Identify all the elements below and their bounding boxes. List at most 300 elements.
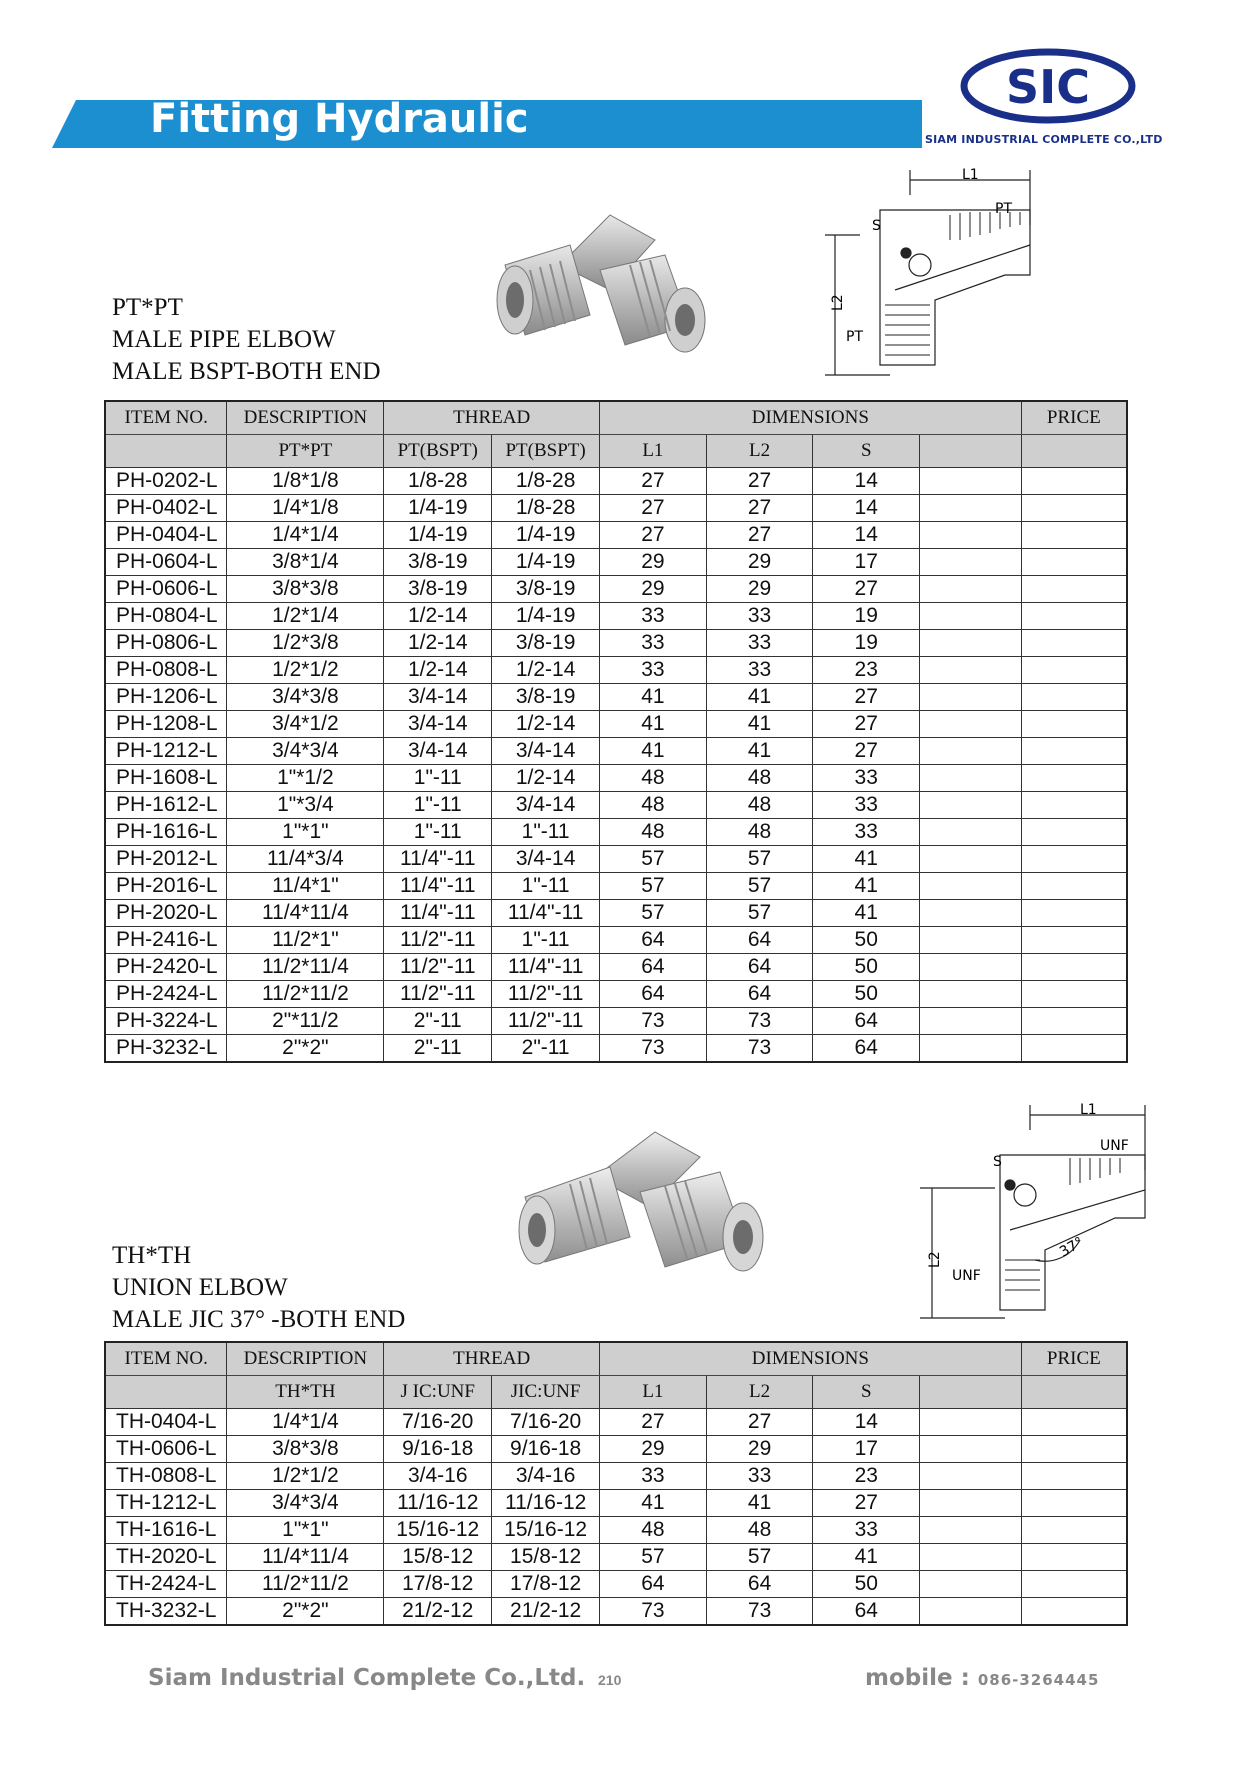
cell-thread-a: 21/2-12 [384,1598,492,1626]
cell-description: 1/4*1/4 [227,1409,384,1436]
cell-l1: 27 [600,495,707,522]
cell-price [1021,846,1127,873]
cell-l1: 73 [600,1035,707,1063]
cell-s: 50 [813,954,920,981]
cell-thread-a: 3/8-19 [384,549,492,576]
cell-thread-b: 7/16-20 [492,1409,600,1436]
cell-item-no: PH-3224-L [105,1008,227,1035]
cell-l2: 64 [706,927,813,954]
col-price: PRICE [1021,401,1127,435]
cell-l1: 64 [600,927,707,954]
cell-blank [920,792,1022,819]
cell-item-no: PH-2012-L [105,846,227,873]
cell-thread-b: 1/2-14 [492,711,600,738]
cell-thread-a: 15/16-12 [384,1517,492,1544]
company-name: SIAM INDUSTRIAL COMPLETE CO.,LTD [925,133,1163,146]
cell-price [1021,900,1127,927]
cell-s: 27 [813,738,920,765]
cell-s: 50 [813,927,920,954]
cell-description: 1"*1" [227,1517,384,1544]
cell-item-no: TH-3232-L [105,1598,227,1626]
cell-item-no: TH-2424-L [105,1571,227,1598]
cell-description: 2"*2" [227,1598,384,1626]
subcol-l2: L2 [706,1376,813,1409]
cell-item-no: TH-1212-L [105,1490,227,1517]
cell-thread-a: 11/2"-11 [384,954,492,981]
cell-item-no: PH-0606-L [105,576,227,603]
cell-l2: 48 [706,765,813,792]
cell-description: 1/2*3/8 [227,630,384,657]
cell-s: 50 [813,1571,920,1598]
cell-thread-b: 11/16-12 [492,1490,600,1517]
cell-item-no: PH-2416-L [105,927,227,954]
cell-l1: 48 [600,765,707,792]
cell-l2: 41 [706,738,813,765]
cell-item-no: PH-0806-L [105,630,227,657]
cell-price [1021,657,1127,684]
table-header-row [105,1342,1127,1376]
cell-price [1021,495,1127,522]
cell-thread-b: 9/16-18 [492,1436,600,1463]
cell-thread-b: 1/4-19 [492,549,600,576]
cell-thread-b: 3/4-16 [492,1463,600,1490]
cell-item-no: PH-0404-L [105,522,227,549]
cell-description: 1/4*1/8 [227,495,384,522]
subcol-l2: L2 [706,435,813,468]
cell-description: 11/2*11/2 [227,981,384,1008]
cell-l1: 29 [600,549,707,576]
cell-price [1021,792,1127,819]
table-row [105,1598,1127,1626]
cell-l1: 33 [600,630,707,657]
cell-l2: 41 [706,684,813,711]
cell-price [1021,1008,1127,1035]
cell-item-no: PH-2016-L [105,873,227,900]
table-row [105,630,1127,657]
cell-blank [920,468,1022,495]
col-description: DESCRIPTION [227,1342,384,1376]
table-row [105,954,1127,981]
cell-l2: 41 [706,711,813,738]
drawing2-angle-label: 37° [1057,1234,1087,1261]
cell-blank [920,630,1022,657]
cell-s: 33 [813,792,920,819]
section1-code: PT*PT [112,294,183,321]
cell-l1: 41 [600,738,707,765]
cell-description: 11/4*1" [227,873,384,900]
cell-blank [920,684,1022,711]
cell-description: 1"*1" [227,819,384,846]
cell-item-no: PH-3232-L [105,1035,227,1063]
cell-s: 41 [813,900,920,927]
cell-l2: 27 [706,1409,813,1436]
table-row [105,711,1127,738]
table-row [105,657,1127,684]
pipe-elbow-drawing [820,165,1060,390]
cell-l1: 48 [600,1517,707,1544]
cell-l2: 27 [706,522,813,549]
cell-description: 1/4*1/4 [227,522,384,549]
cell-thread-b: 11/4"-11 [492,954,600,981]
table-row [105,819,1127,846]
col-description: DESCRIPTION [227,401,384,435]
cell-s: 64 [813,1598,920,1626]
cell-item-no: PH-1206-L [105,684,227,711]
cell-thread-b: 3/8-19 [492,576,600,603]
cell-s: 27 [813,684,920,711]
cell-description: 1/2*1/2 [227,657,384,684]
cell-item-no: TH-0808-L [105,1463,227,1490]
cell-thread-b: 1/4-19 [492,522,600,549]
cell-thread-a: 7/16-20 [384,1409,492,1436]
cell-price [1021,738,1127,765]
cell-thread-b: 1"-11 [492,819,600,846]
cell-price [1021,981,1127,1008]
cell-price [1021,819,1127,846]
cell-thread-a: 1/4-19 [384,522,492,549]
cell-price [1021,873,1127,900]
cell-l1: 64 [600,1571,707,1598]
cell-l1: 27 [600,1409,707,1436]
cell-price [1021,630,1127,657]
cell-thread-a: 11/4"-11 [384,846,492,873]
drawing-s-label: S [872,218,881,234]
table-row [105,738,1127,765]
col-item-no: ITEM NO. [105,401,227,435]
cell-thread-b: 3/8-19 [492,684,600,711]
cell-blank [920,522,1022,549]
subcol-blank [920,435,1022,468]
cell-l1: 57 [600,873,707,900]
cell-l1: 73 [600,1598,707,1626]
cell-item-no: PH-1608-L [105,765,227,792]
cell-thread-a: 1"-11 [384,765,492,792]
table-row [105,1544,1127,1571]
cell-blank [920,738,1022,765]
cell-l2: 64 [706,981,813,1008]
table-row [105,603,1127,630]
cell-thread-b: 1/8-28 [492,495,600,522]
cell-l1: 33 [600,657,707,684]
cell-l2: 64 [706,954,813,981]
subcol-description: PT*PT [227,435,384,468]
cell-s: 27 [813,711,920,738]
drawing-l1-label: L1 [962,167,979,183]
cell-l1: 64 [600,981,707,1008]
table-row [105,1571,1127,1598]
cell-s: 19 [813,630,920,657]
cell-thread-b: 3/4-14 [492,846,600,873]
table-row [105,1517,1127,1544]
section2-subtitle: MALE JIC 37° -BOTH END [112,1306,406,1333]
cell-s: 27 [813,1490,920,1517]
cell-price [1021,603,1127,630]
table-row [105,981,1127,1008]
logo-text: SIC [1005,60,1091,114]
cell-thread-b: 3/4-14 [492,738,600,765]
col-item-no: ITEM NO. [105,1342,227,1376]
cell-description: 11/4*11/4 [227,1544,384,1571]
cell-price [1021,954,1127,981]
cell-s: 41 [813,873,920,900]
cell-thread-b: 11/2"-11 [492,981,600,1008]
cell-blank [920,576,1022,603]
cell-s: 41 [813,1544,920,1571]
cell-s: 33 [813,765,920,792]
cell-s: 23 [813,657,920,684]
cell-l1: 33 [600,603,707,630]
subcol-s: S [813,1376,920,1409]
cell-s: 14 [813,495,920,522]
cell-price [1021,1517,1127,1544]
cell-item-no: TH-2020-L [105,1544,227,1571]
cell-l2: 73 [706,1598,813,1626]
cell-thread-b: 3/8-19 [492,630,600,657]
col-thread: THREAD [384,401,600,435]
cell-item-no: TH-0606-L [105,1436,227,1463]
table-row [105,1490,1127,1517]
cell-s: 14 [813,522,920,549]
cell-description: 11/2*11/4 [227,954,384,981]
cell-s: 33 [813,1517,920,1544]
section1-subtitle: MALE BSPT-BOTH END [112,358,381,385]
table-row [105,576,1127,603]
cell-s: 17 [813,1436,920,1463]
cell-description: 3/4*3/4 [227,738,384,765]
cell-s: 19 [813,603,920,630]
cell-thread-a: 9/16-18 [384,1436,492,1463]
cell-item-no: PH-1208-L [105,711,227,738]
cell-description: 11/4*11/4 [227,900,384,927]
section1-heading [112,292,381,388]
cell-s: 27 [813,576,920,603]
pipe-elbow-photo [490,205,740,375]
cell-blank [920,1409,1022,1436]
cell-s: 17 [813,549,920,576]
subcol-l1: L1 [600,1376,707,1409]
cell-price [1021,765,1127,792]
union-elbow-drawing [915,1100,1165,1330]
cell-l2: 29 [706,549,813,576]
subcol-empty [105,1376,227,1409]
cell-l1: 41 [600,684,707,711]
drawing2-s-label: S [993,1154,1002,1170]
footer-company: Siam Industrial Complete Co.,Ltd. [148,1665,586,1691]
drawing-thread-left-label: PT [846,329,863,345]
cell-thread-b: 1/2-14 [492,657,600,684]
cell-blank [920,873,1022,900]
cell-l2: 27 [706,495,813,522]
cell-l2: 29 [706,1436,813,1463]
drawing2-l2-label: L2 [927,1251,943,1268]
cell-l1: 41 [600,1490,707,1517]
cell-thread-a: 3/8-19 [384,576,492,603]
cell-l2: 48 [706,819,813,846]
cell-price [1021,1544,1127,1571]
cell-l1: 57 [600,1544,707,1571]
table-row [105,549,1127,576]
cell-thread-a: 11/4"-11 [384,873,492,900]
col-price: PRICE [1021,1342,1127,1376]
cell-price [1021,1463,1127,1490]
cell-thread-a: 11/2"-11 [384,981,492,1008]
cell-s: 14 [813,1409,920,1436]
cell-l2: 33 [706,1463,813,1490]
cell-s: 33 [813,819,920,846]
cell-blank [920,981,1022,1008]
subcol-empty [105,435,227,468]
col-dimensions: DIMENSIONS [600,1342,1022,1376]
footer-mobile [865,1665,1099,1691]
cell-l1: 29 [600,1436,707,1463]
cell-thread-a: 1/8-28 [384,468,492,495]
cell-item-no: PH-2424-L [105,981,227,1008]
cell-thread-b: 1"-11 [492,927,600,954]
cell-thread-b: 1/2-14 [492,765,600,792]
cell-price [1021,1436,1127,1463]
col-thread: THREAD [384,1342,600,1376]
cell-item-no: PH-0202-L [105,468,227,495]
cell-l1: 73 [600,1008,707,1035]
cell-l1: 33 [600,1463,707,1490]
cell-s: 14 [813,468,920,495]
cell-blank [920,603,1022,630]
cell-s: 50 [813,981,920,1008]
section2-heading [112,1240,405,1336]
table-subheader-row [105,435,1127,468]
union-elbow-photo [515,1122,785,1297]
cell-item-no: TH-0404-L [105,1409,227,1436]
cell-blank [920,495,1022,522]
cell-l2: 33 [706,603,813,630]
table-subheader-row [105,1376,1127,1409]
table-row [105,495,1127,522]
cell-blank [920,1490,1022,1517]
subcol-thread-a: J IC:UNF [384,1376,492,1409]
cell-s: 41 [813,846,920,873]
cell-thread-a: 2"-11 [384,1035,492,1063]
drawing2-thread-top-label: UNF [1100,1138,1129,1154]
table-row [105,792,1127,819]
cell-item-no: PH-2420-L [105,954,227,981]
subcol-s: S [813,435,920,468]
cell-item-no: PH-1612-L [105,792,227,819]
drawing2-thread-left-label: UNF [952,1268,981,1284]
cell-price [1021,549,1127,576]
cell-item-no: PH-0804-L [105,603,227,630]
cell-l1: 27 [600,468,707,495]
cell-thread-a: 1"-11 [384,819,492,846]
cell-thread-b: 1/8-28 [492,468,600,495]
table-row [105,1035,1127,1063]
cell-thread-b: 21/2-12 [492,1598,600,1626]
cell-description: 1/2*1/2 [227,1463,384,1490]
cell-thread-b: 1"-11 [492,873,600,900]
cell-l2: 73 [706,1008,813,1035]
cell-item-no: PH-0604-L [105,549,227,576]
cell-thread-a: 2"-11 [384,1008,492,1035]
cell-thread-b: 11/2"-11 [492,1008,600,1035]
col-dimensions: DIMENSIONS [600,401,1022,435]
page-number: 210 [598,1672,622,1688]
cell-l2: 48 [706,1517,813,1544]
table-row [105,1436,1127,1463]
section1-name: MALE PIPE ELBOW [112,326,336,353]
cell-blank [920,1035,1022,1063]
cell-l2: 48 [706,792,813,819]
cell-item-no: TH-1616-L [105,1517,227,1544]
cell-blank [920,846,1022,873]
cell-thread-b: 15/16-12 [492,1517,600,1544]
cell-thread-a: 3/4-14 [384,738,492,765]
subcol-thread-b: JIC:UNF [492,1376,600,1409]
section2-name: UNION ELBOW [112,1274,288,1301]
cell-l1: 41 [600,711,707,738]
cell-price [1021,1409,1127,1436]
cell-thread-a: 1"-11 [384,792,492,819]
cell-thread-a: 1/2-14 [384,603,492,630]
cell-thread-a: 3/4-14 [384,711,492,738]
drawing2-l1-label: L1 [1080,1102,1097,1118]
cell-blank [920,1463,1022,1490]
cell-thread-b: 15/8-12 [492,1544,600,1571]
cell-s: 64 [813,1035,920,1063]
cell-blank [920,1571,1022,1598]
cell-description: 11/4*3/4 [227,846,384,873]
cell-l2: 27 [706,468,813,495]
cell-price [1021,522,1127,549]
cell-l1: 29 [600,576,707,603]
table-row [105,927,1127,954]
cell-blank [920,765,1022,792]
cell-l2: 57 [706,873,813,900]
cell-description: 3/8*3/8 [227,576,384,603]
cell-s: 23 [813,1463,920,1490]
cell-l2: 33 [706,630,813,657]
cell-l1: 57 [600,900,707,927]
cell-blank [920,549,1022,576]
mobile-label: mobile : [865,1665,970,1691]
cell-l1: 48 [600,792,707,819]
cell-thread-b: 17/8-12 [492,1571,600,1598]
cell-l1: 57 [600,846,707,873]
table-row [105,1409,1127,1436]
cell-item-no: PH-2020-L [105,900,227,927]
cell-l2: 64 [706,1571,813,1598]
cell-price [1021,576,1127,603]
cell-blank [920,819,1022,846]
cell-blank [920,1517,1022,1544]
banner-slant [52,100,76,148]
cell-blank [920,1544,1022,1571]
cell-description: 3/4*1/2 [227,711,384,738]
cell-thread-b: 1/4-19 [492,603,600,630]
table-row [105,873,1127,900]
cell-thread-b: 11/4"-11 [492,900,600,927]
cell-thread-a: 15/8-12 [384,1544,492,1571]
page-title: Fitting Hydraulic [150,96,529,142]
pt-pt-spec-table [104,400,1128,1063]
cell-price [1021,1035,1127,1063]
cell-price [1021,1490,1127,1517]
cell-description: 3/8*3/8 [227,1436,384,1463]
table-row [105,765,1127,792]
cell-l2: 33 [706,657,813,684]
table-header-row [105,401,1127,435]
cell-description: 11/2*1" [227,927,384,954]
cell-blank [920,927,1022,954]
cell-thread-a: 1/4-19 [384,495,492,522]
